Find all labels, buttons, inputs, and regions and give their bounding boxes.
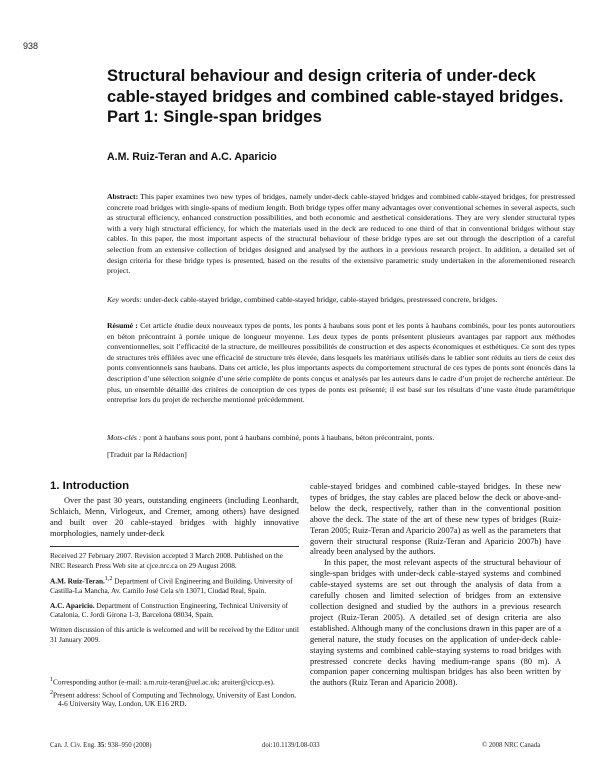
- right-column: [310, 482, 561, 689]
- resume-label: Résumé :: [107, 321, 138, 330]
- resume: [107, 321, 575, 406]
- keywords: [107, 295, 575, 306]
- keywords-text: under-deck cable-stayed bridge, combined cable-stayed bridge, cable-stayed bridges, prestressed concrete, bridges.: [143, 295, 498, 304]
- received-note: Received 27 February 2007. Revision accepted 3 March 2008. Published on the NRC Research Press Web site at cjce.nrc.ca on 29 August 2008.: [50, 551, 283, 570]
- intro-paragraph-left: Over the past 30 years, outstanding engineers (including Leonhardt, Schlaich, Menn, Virlogeux, and Cremer, among others) have designed and built over 20 cable-stayed bridges with highly innovative morphologies, namely under-deck: [50, 496, 299, 538]
- discussion-note: Written discussion of this article is welcomed and will be received by the Editor until 31 January 2009.: [50, 624, 299, 644]
- footnotes: [50, 676, 299, 711]
- resume-text: Cet article étudie deux nouveaux types de ponts, les ponts à haubans sous pont et les ponts à haubans combinés, pour les ponts autoroutiers en béton précontraint à portée unique de longueur moyenne. Les deux types de ponts présentent plusieurs avantages par rapport aux méthodes conventionnelles, soit l’efficacité de la structure, de meilleures possibilités de construction et des aspects économiques et esthétiques. Ce sont des types de structures très effilées avec une efficacité de structure très élevée, dans lesquels les matériaux utilisés dans le tablier sont réduits au tiers de ceux des ponts conventionnels sans haubans. Dans cet article, les plus importants aspects du comportement structural de ces types de ponts sont énoncés dans la description d’une sélection soignée d’une série complète de ponts conçus et analysés par les auteurs dans le cadre d’un projet de recherche antérieur. De plus, un ensemble détaillé des critères de conception de ces types de ponts est présenté; il est basé sur les résultats d’une vaste étude paramétrique entreprise lors du projet de recherche mentionné précédemment.: [107, 321, 576, 405]
- corresponding-email-link[interactable]: a.m.ruiz-teran@uel.ac.uk; aruiter@ciccp.es).: [143, 677, 275, 687]
- page-number: 938: [23, 41, 39, 51]
- section-heading-introduction: 1. Introduction: [50, 480, 130, 492]
- right-paragraph-2: In this paper, the most relevant aspects of the structural behaviour of single-span bridges with under-deck cable-stayed systems and combined cable-stayed systems are set out through the analysis of data from a carefully chosen and limited selection of bridges from an extensive collection designed and studied by the authors in a previous research project (Ruiz-Teran 2005). A detailed set of design criteria are also established. Although many of the conclusions drawn in this paper are of a general nature, the study focuses on the application of under-deck cable-staying systems and combined cable-staying systems to road bridges with prestressed concrete decks having medium-range spans (80 m). A companion paper concerning multispan bridges has also been written by the authors (Ruiz Teran and Aparicio 2008).: [310, 558, 561, 688]
- footer-citation: Can. J. Civ. Eng. 35: 938–950 (2008): [50, 742, 152, 749]
- footnote-2: $^2$Present address: School of Computing and Technology, University of East London, 4-6 University Way, London, UK E16 2RD.: [50, 689, 296, 709]
- abstract-label: Abstract:: [107, 192, 139, 201]
- footer-copyright: © 2008 NRC Canada: [482, 742, 541, 749]
- article-title: Structural behaviour and design criteria of under-deck cable-stayed bridges and combined cable-stayed bridges. Part 1: Single-span bridges: [107, 66, 564, 126]
- mots-cles-text: pont à haubans sous pont, pont à haubans combiné, ponts à haubans, béton précontraint, ponts.: [143, 433, 435, 442]
- right-paragraph-1: cable-stayed bridges and combined cable-stayed bridges. In these new types of bridges, the stay cables are placed below the deck or above-and-below the deck, respectively, rather than in the conventional position above the deck. The state of the art of these new types of bridges (Ruiz-Teran 2005; Ruiz-Teran and Aparicio 2007a) as well as the parameters that govern their structural response (Ruiz-Teran and Aparicio 2007b) have already been analysed by the authors.: [310, 482, 561, 557]
- abstract: [107, 192, 575, 277]
- translation-note: [Traduit par la Rédaction]: [107, 450, 187, 459]
- author2-affiliation: A.C. Aparicio. Department of Construction Engineering, Technical University of Catalonia, C. Jordi Girona 1-3, Barcelona 08034, Spain.: [50, 600, 289, 620]
- mots-cles-label: Mots-clés :: [107, 433, 142, 442]
- mots-cles: [107, 433, 575, 444]
- footnote-1: $^1$Corresponding author (e-mail: a.m.ruiz-teran@uel.ac.uk; aruiter@ciccp.es).: [50, 677, 275, 687]
- keywords-label: Key words:: [107, 295, 142, 304]
- abstract-text: This paper examines two new types of bridges, namely under-deck cable-stayed bridges and combined cable-stayed bridges, for prestressed concrete road bridges with single-spans of medium length. Both bridge types offer many advantages over conventional schemes in several aspects, such as structural efficiency, enhanced construction possibilities, and both economic and aesthetical considerations. They are very slender structural types with a very high structural efficiency, for which the materials used in the deck are reduced to one third of that in conventional bridges without stay cables. In this paper, the most important aspects of the structural behaviour of these bridge types are set out through the description of a careful selection from an extensive collection of bridges designed and analysed by the authors in a previous research project. In addition, a detailed set of design criteria for these bridge types is presented, based on the results of the extensive parametric study undertaken in the aforementioned research project.: [107, 192, 575, 276]
- article-notes-box: [50, 546, 299, 649]
- footer-doi[interactable]: doi:10.1139/L08-033: [262, 742, 320, 749]
- authors: A.M. Ruiz-Teran and A.C. Aparicio: [107, 151, 277, 163]
- author1-affiliation: A.M. Ruiz-Teran.$^{1,2}$ Department of Civil Engineering and Building, University of Castilla-La Mancha, Av. Camilo José Cela s/n 13071, Ciudad Real, Spain.: [50, 576, 293, 596]
